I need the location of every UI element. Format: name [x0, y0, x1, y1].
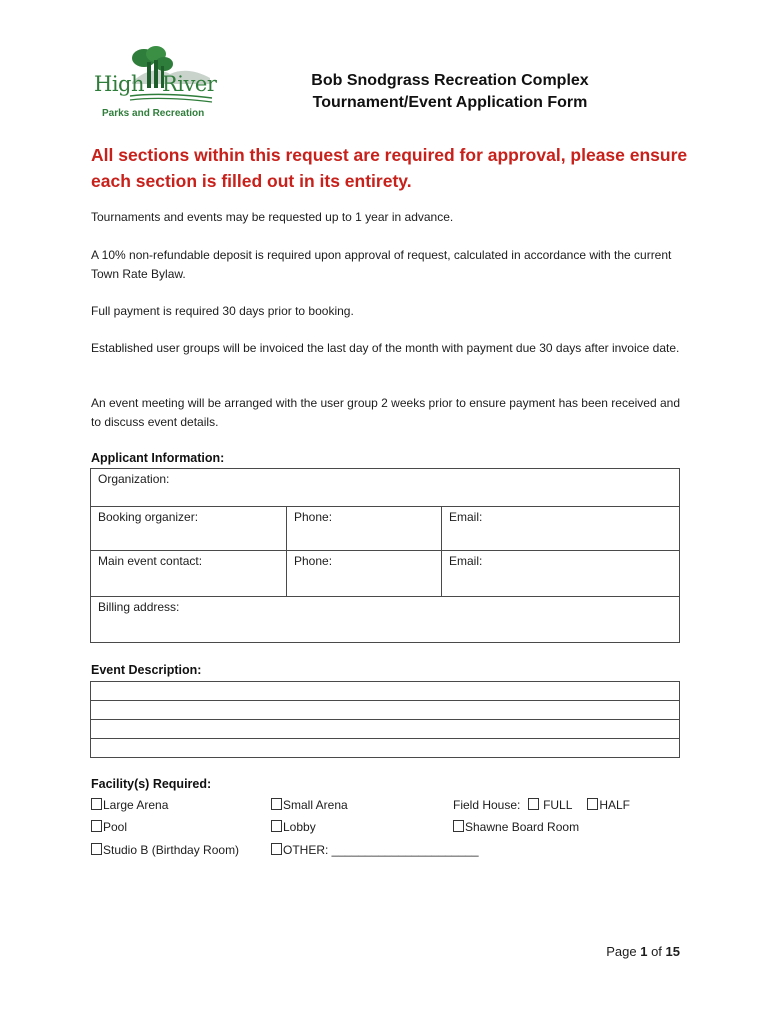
page-current: 1: [640, 944, 648, 959]
organization-field[interactable]: [91, 469, 680, 507]
booking-organizer-field[interactable]: [91, 507, 287, 551]
lobby-option[interactable]: [271, 820, 316, 834]
applicant-heading: Applicant Information:: [91, 451, 225, 465]
requirement-notice: All sections within this request are required for approval, please ensure each section is filled out in its entirety.: [91, 145, 688, 191]
booking-email-field[interactable]: [442, 507, 680, 551]
checkbox-half[interactable]: [587, 798, 598, 810]
contact-phone-field[interactable]: [287, 551, 442, 597]
field-house-label: Field House:: [453, 798, 521, 812]
high-river-logo: [92, 44, 216, 124]
title-line-1: Bob Snodgrass Recreation Complex: [311, 72, 589, 89]
main-contact-field[interactable]: [91, 551, 287, 597]
description-line[interactable]: [91, 739, 679, 757]
applicant-table: [90, 468, 680, 643]
other-label: OTHER: ______________________: [283, 843, 479, 857]
page-total: 15: [665, 944, 680, 959]
full-label: FULL: [543, 798, 572, 812]
checkbox[interactable]: [91, 798, 102, 810]
checkbox[interactable]: [271, 843, 282, 855]
event-description-heading: Event Description:: [91, 663, 202, 677]
paragraph-invoice: Established user groups will be invoiced the last day of the month with payment due 30 days after invoice date.: [91, 341, 680, 355]
checkbox[interactable]: [91, 843, 102, 855]
checkbox[interactable]: [271, 820, 282, 832]
event-description-field[interactable]: [90, 681, 680, 758]
of-word: of: [651, 944, 662, 959]
paragraph-payment: Full payment is required 30 days prior to booking.: [91, 304, 354, 318]
paragraph-meeting: An event meeting will be arranged with the user group 2 weeks prior to ensure payment has been received and to discuss event details.: [91, 396, 681, 429]
checkbox-full[interactable]: [528, 798, 539, 810]
checkbox[interactable]: [271, 798, 282, 810]
main-contact-label: Main event contact:: [98, 554, 203, 568]
page-number: [560, 944, 680, 959]
checkbox[interactable]: [453, 820, 464, 832]
small-arena-label: Small Arena: [283, 798, 348, 812]
field-house-option: [453, 798, 630, 812]
half-label: HALF: [599, 798, 630, 812]
other-option[interactable]: [271, 843, 479, 857]
shawne-label: Shawne Board Room: [465, 820, 580, 834]
logo-subtitle: Parks and Recreation: [102, 108, 205, 119]
phone-label: Phone:: [294, 510, 333, 524]
small-arena-option[interactable]: [271, 798, 348, 812]
pool-option[interactable]: [91, 820, 127, 834]
billing-address-label: Billing address:: [98, 600, 180, 614]
facilities-heading: Facility(s) Required:: [91, 777, 212, 791]
large-arena-option[interactable]: [91, 798, 168, 812]
lobby-label: Lobby: [283, 820, 316, 834]
logo-word-river: River: [162, 72, 217, 96]
contact-email-field[interactable]: [442, 551, 680, 597]
studio-b-label: Studio B (Birthday Room): [103, 843, 240, 857]
paragraph-deposit: A 10% non-refundable deposit is required upon approval of request, calculated in accordance with the current Town Rate Bylaw.: [91, 248, 672, 281]
booking-phone-field[interactable]: [287, 507, 442, 551]
phone-label: Phone:: [294, 554, 333, 568]
large-arena-label: Large Arena: [103, 798, 169, 812]
form-title: [280, 70, 620, 114]
page-word: Page: [606, 944, 637, 959]
title-line-2: Tournament/Event Application Form: [312, 94, 588, 111]
description-line[interactable]: [91, 682, 679, 701]
studio-b-option[interactable]: [91, 843, 239, 857]
email-label: Email:: [449, 554, 483, 568]
description-line[interactable]: [91, 701, 679, 720]
booking-organizer-label: Booking organizer:: [98, 510, 199, 524]
paragraph-advance: Tournaments and events may be requested up to 1 year in advance.: [91, 210, 454, 224]
billing-address-field[interactable]: [91, 597, 680, 643]
email-label: Email:: [449, 510, 483, 524]
organization-label: Organization:: [98, 472, 170, 486]
logo-word-high: High: [94, 72, 144, 96]
checkbox[interactable]: [91, 820, 102, 832]
pool-label: Pool: [103, 820, 128, 834]
description-line[interactable]: [91, 720, 679, 739]
shawne-board-room-option[interactable]: [453, 820, 579, 834]
